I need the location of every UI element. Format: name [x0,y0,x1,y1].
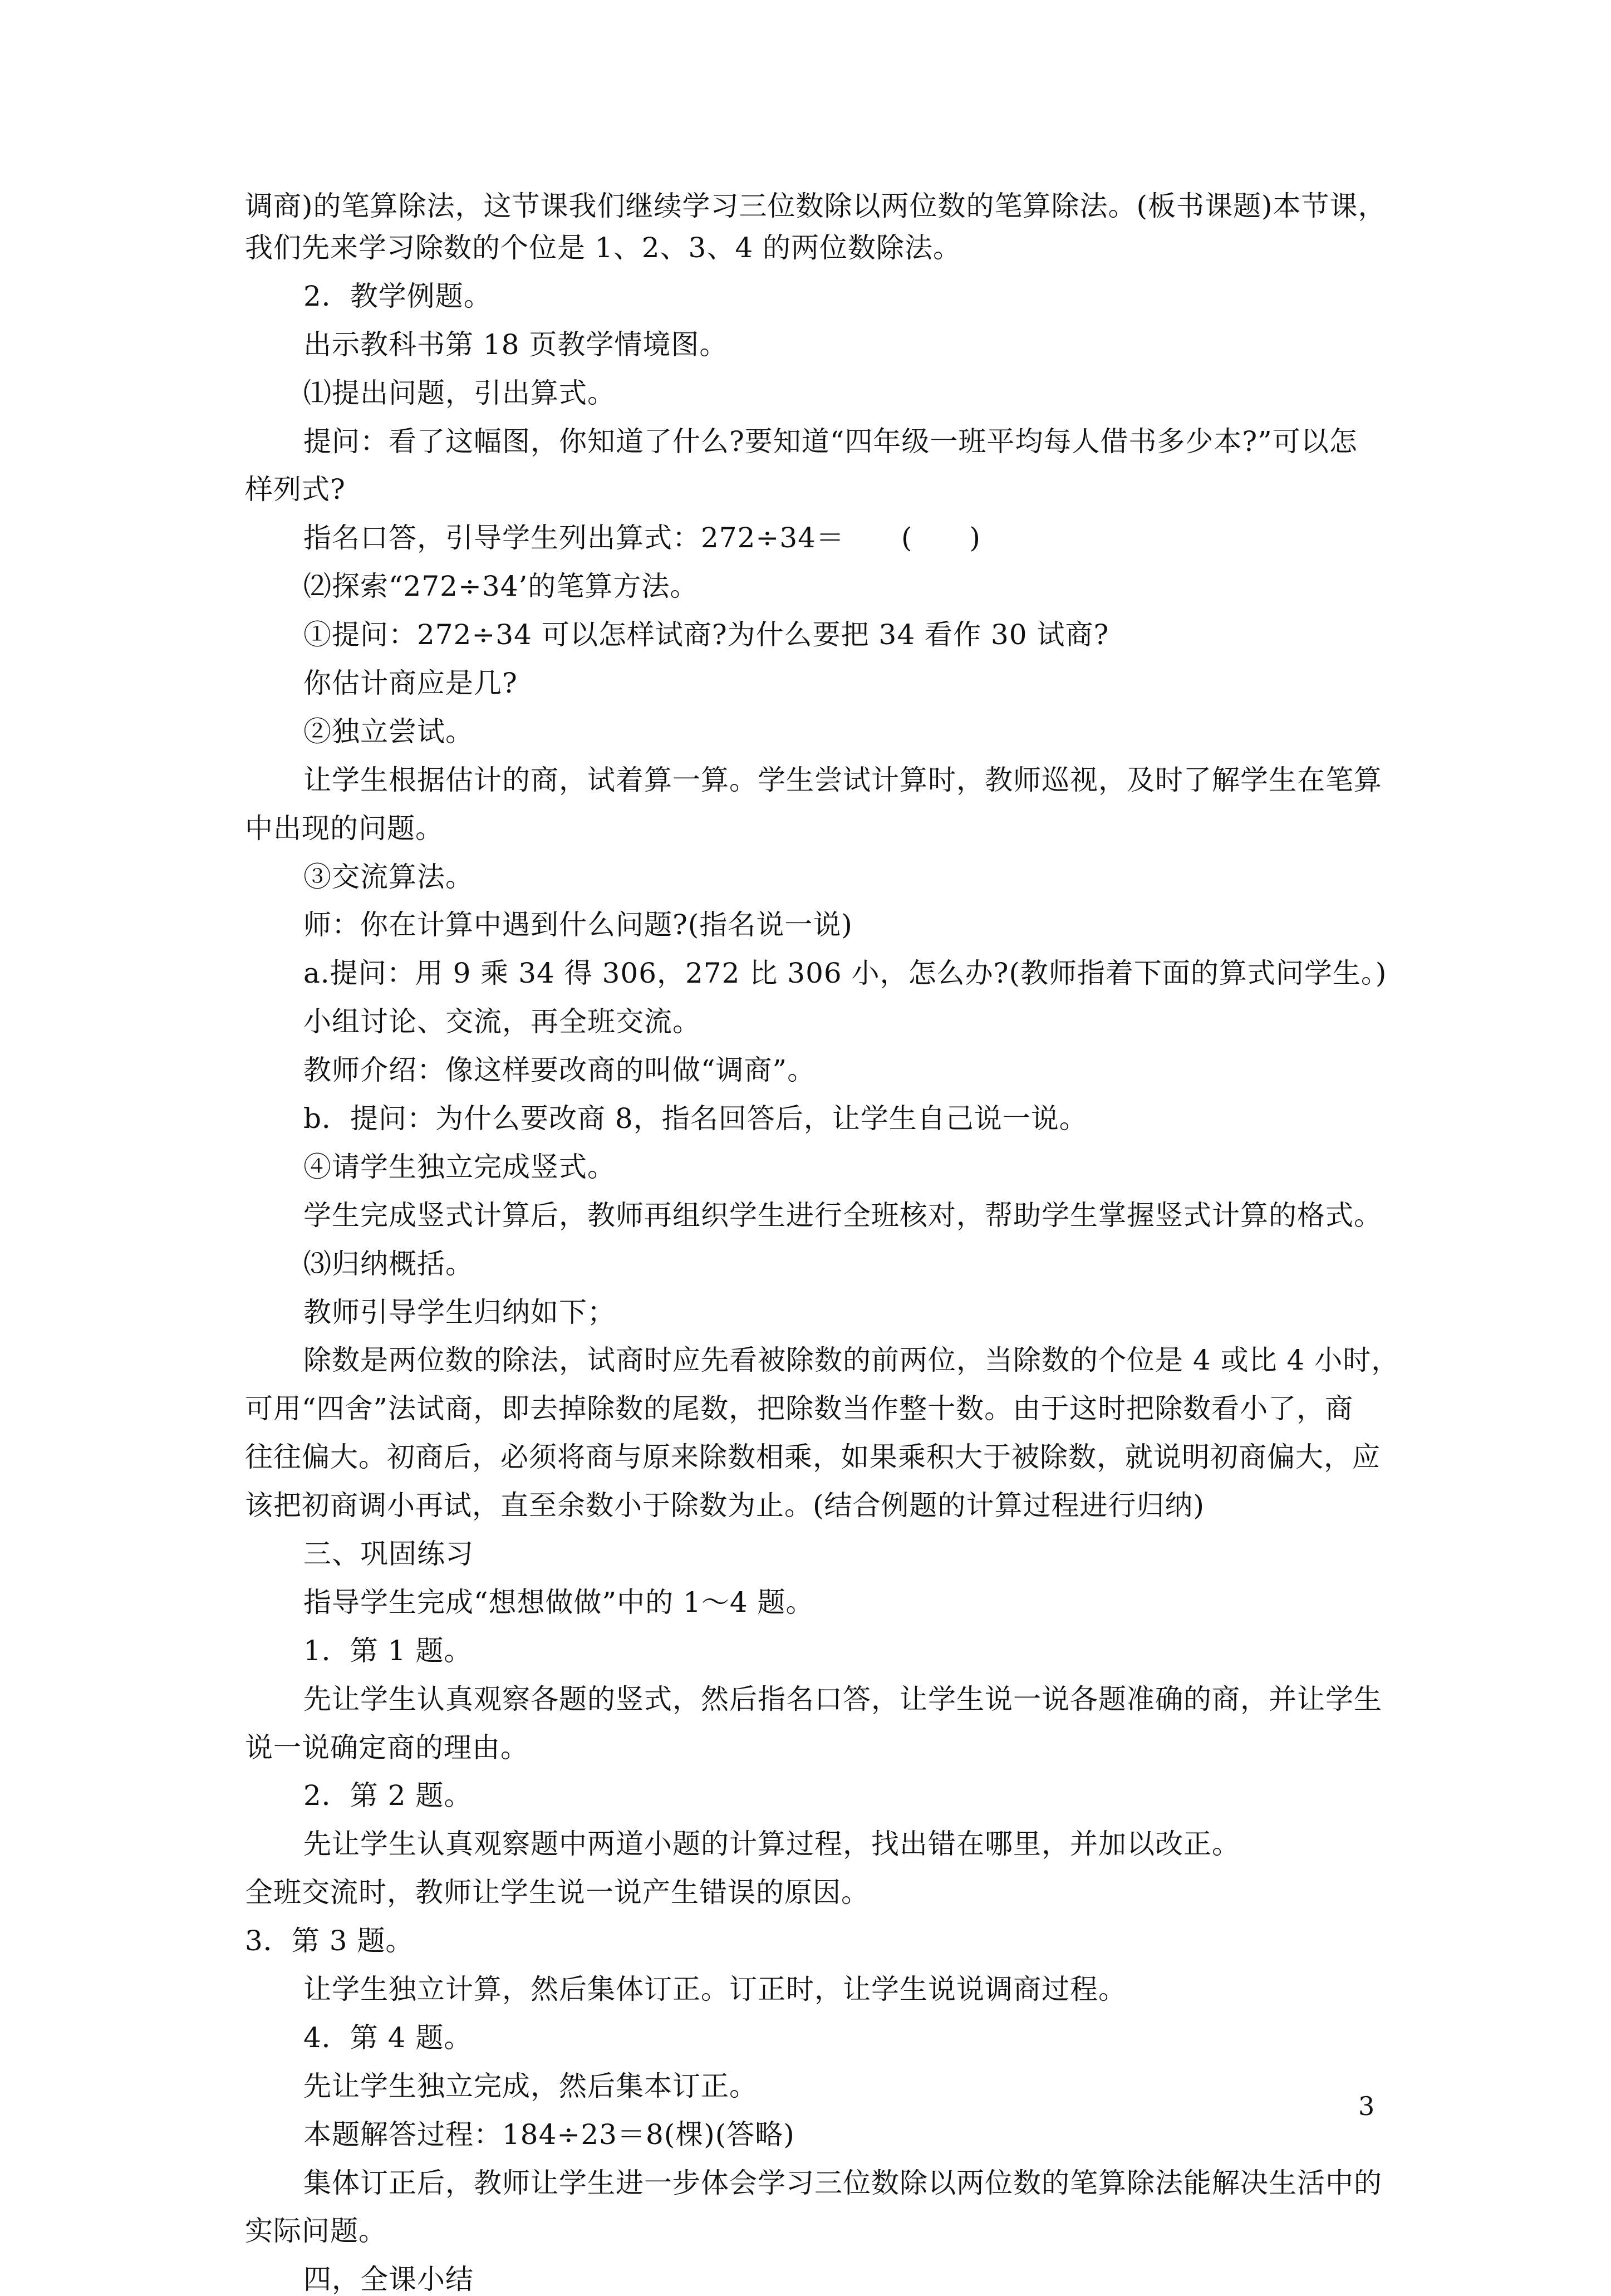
text-line: ①提问：272÷34 可以怎样试商?为什么要把 34 看作 30 试商? [303,619,1109,651]
text-line: 1．第 1 题。 [303,1635,473,1667]
page-number: 3 [1358,2091,1375,2121]
text-line: 小组讨论、交流，再全班交流。 [303,1005,701,1038]
text-line: 往往偏大。初商后，必须将商与原来除数相乘，如果乘积大于被除数，就说明初商偏大，应 [245,1441,1381,1473]
text-line: ⑴提出问题，引出算式。 [303,377,616,409]
text-line: 教师介绍：像这样要改商的叫做“调商”。 [303,1054,816,1086]
text-line: 先让学生认真观察题中两道小题的计算过程，找出错在哪里，并加以改正。 [303,1828,1240,1860]
text-line: 全班交流时，教师让学生说一说产生错误的原因。 [245,1876,870,1909]
text-line: 实际问题。 [245,2215,387,2247]
text-line: 样列式? [245,473,346,506]
text-line: 提问：看了这幅图，你知道了什么?要知道“四年级一班平均每人借书多少本?”可以怎 [303,425,1358,458]
text-line: 教师引导学生归纳如下； [303,1296,616,1328]
text-line: 让学生独立计算，然后集体订正。订正时，让学生说说调商过程。 [303,1973,1127,2005]
text-line: 2．教学例题。 [303,280,492,312]
text-line: 集体订正后，教师让学生进一步体会学习三位数除以两位数的笔算除法能解决生活中的 [303,2167,1382,2199]
text-line: ⑵探索“272÷34’的笔算方法。 [303,570,699,602]
text-line: 让学生根据估计的商，试着算一算。学生尝试计算时，教师巡视，及时了解学生在笔算 [303,764,1382,796]
text-line: 我们先来学习除数的个位是 1、2、3、4 的两位数除法。 [245,232,962,264]
text-line: ⑶归纳概括。 [303,1248,474,1280]
text-line: ④请学生独立完成竖式。 [303,1151,616,1183]
text-line: 你估计商应是几? [303,667,518,699]
text-line: 可用“四舍”法试商，即去掉除数的尾数，把除数当作整十数。由于这时把除数看小了，商 [245,1392,1354,1425]
text-line: 除数是两位数的除法，试商时应先看被除数的前两位，当除数的个位是 4 或比 4 小时， [303,1344,1400,1376]
text-line: ③交流算法。 [303,861,474,893]
text-line: ②独立尝试。 [303,715,474,748]
text-line: 该把初商调小再试，直至余数小于除数为止。(结合例题的计算过程进行归纳) [245,1489,1205,1522]
text-line: 师：你在计算中遇到什么问题?(指名说一说) [303,909,853,941]
text-line: 说一说确定商的理由。 [245,1731,529,1764]
text-line: 出示教科书第 18 页教学情境图。 [303,328,728,361]
text-line: 调商)的笔算除法，这节课我们继续学习三位数除以两位数的笔算除法。(板书课题)本节课， [245,190,1387,222]
text-line: b．提问：为什么要改商 8，指名回答后，让学生自己说一说。 [303,1102,1088,1135]
text-line: 本题解答过程：184÷23＝8(棵)(答略) [303,2118,795,2151]
text-line: 学生完成竖式计算后，教师再组织学生进行全班核对，帮助学生掌握竖式计算的格式。 [303,1199,1382,1232]
text-line: 四，全课小结 [303,2263,474,2295]
text-line: 2．第 2 题。 [303,1779,473,1812]
text-line: 4．第 4 题。 [303,2022,473,2054]
text-line: 先让学生独立完成，然后集本订正。 [303,2070,758,2102]
text-line: 指导学生完成“想想做做”中的 1～4 题。 [303,1586,814,1618]
text-line: 中出现的问题。 [245,812,444,845]
text-line: 先让学生认真观察各题的竖式，然后指名口答，让学生说一说各题准确的商，并让学生 [303,1683,1382,1715]
text-line: 3．第 3 题。 [245,1925,414,1957]
text-line: a.提问：用 9 乘 34 得 306，272 比 306 小，怎么办?(教师指着下面的算式问学生。) [303,957,1387,989]
text-line: 三、巩固练习 [303,1538,474,1570]
text-line: 指名口答，引导学生列出算式：272÷34＝ ( ) [303,522,981,554]
